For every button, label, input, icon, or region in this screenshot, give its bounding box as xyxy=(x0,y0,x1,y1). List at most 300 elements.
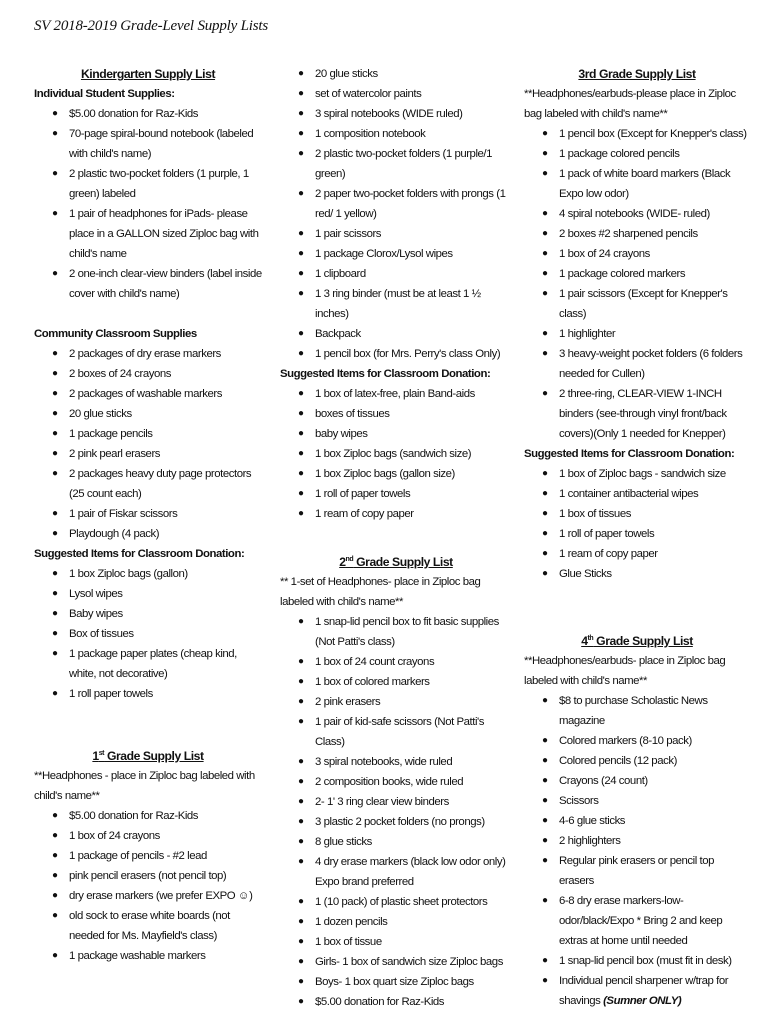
list-item-text: 4 spiral notebooks (WIDE- ruled) xyxy=(559,208,710,220)
list-item xyxy=(524,124,750,144)
bullet-icon: ● xyxy=(542,735,548,747)
list-item-text: 2 one-inch clear-view binders (label inside cover with child's name) xyxy=(69,268,262,300)
bullet-icon: ● xyxy=(52,810,58,822)
list-item xyxy=(280,284,512,324)
list xyxy=(34,806,262,966)
bullet-icon: ● xyxy=(298,716,304,728)
list-item-text: 1 package colored pencils xyxy=(559,148,680,160)
list-item-text: 1 ream of copy paper xyxy=(559,548,658,560)
list-item-text: 1 snap-lid pencil box (must fit in desk) xyxy=(559,955,732,968)
list-item xyxy=(34,404,262,424)
list-item xyxy=(34,444,262,464)
list-item xyxy=(524,144,750,164)
bullet-icon: ● xyxy=(298,448,304,459)
list-item-text: Baby wipes xyxy=(69,608,123,620)
second-grade-title xyxy=(280,550,512,572)
bullet-icon: ● xyxy=(52,628,58,639)
bullet-icon: ● xyxy=(542,528,548,539)
list-item-text: 1 roll paper towels xyxy=(69,688,153,700)
list-item-text: 1 box of tissue xyxy=(315,936,382,949)
list-item-text: 2 packages heavy duty page protectors (25 count each) xyxy=(69,468,252,500)
list-item xyxy=(34,124,262,164)
list-item xyxy=(280,612,512,652)
list-item-text: 1 box Ziploc bags (gallon) xyxy=(69,568,188,580)
headphones-note: **Headphones/earbuds- place in Ziploc bag labeled with child's name** xyxy=(524,655,726,688)
list-item-text: Lysol wipes xyxy=(69,588,123,600)
list-item xyxy=(34,946,262,966)
list-item-text: 1 package paper plates (cheap kind, white, not decorative) xyxy=(69,648,237,680)
list-item-text: 2 highlighters xyxy=(559,835,621,848)
list xyxy=(34,104,262,304)
list-item xyxy=(524,344,750,384)
bullet-icon: ● xyxy=(52,388,58,399)
list-item xyxy=(280,852,512,892)
bullet-icon: ● xyxy=(52,448,58,459)
list-item xyxy=(280,264,512,284)
list-item xyxy=(34,624,262,644)
list-item xyxy=(280,972,512,992)
list-item xyxy=(524,544,750,564)
bullet-icon: ● xyxy=(542,955,548,967)
list-item-text: 1 highlighter xyxy=(559,328,616,340)
list-item xyxy=(280,224,512,244)
list-item xyxy=(280,344,512,364)
bullet-icon: ● xyxy=(52,870,58,882)
list-item-text: dry erase markers (we prefer EXPO ☺) xyxy=(69,890,253,903)
list-item xyxy=(524,384,750,444)
column-left xyxy=(34,64,262,966)
list-item xyxy=(280,244,512,264)
list-item xyxy=(34,344,262,364)
bullet-icon: ● xyxy=(298,696,304,708)
headphones-note: **Headphones - place in Ziploc bag labeled with child's name** xyxy=(34,770,255,803)
bullet-icon: ● xyxy=(52,128,58,139)
list-item xyxy=(280,912,512,932)
bullet-icon: ● xyxy=(298,856,304,868)
list-item-text: Colored pencils (12 pack) xyxy=(559,755,677,768)
bullet-icon: ● xyxy=(52,890,58,902)
bullet-icon: ● xyxy=(298,796,304,808)
list-item-text: 1 box of latex-free, plain Band-aids xyxy=(315,388,475,400)
list xyxy=(524,691,750,1011)
list-item-text: 1 box Ziploc bags (gallon size) xyxy=(315,468,455,480)
list-item-text: 2- 1' 3 ring clear view binders xyxy=(315,796,449,809)
bullet-icon: ● xyxy=(298,776,304,788)
list-item-text: 20 glue sticks xyxy=(315,68,378,80)
list-item-text: 2 composition books, wide ruled xyxy=(315,776,464,789)
kindergarten-title: Kindergarten Supply List xyxy=(80,67,216,81)
list-item xyxy=(524,284,750,324)
bullet-icon: ● xyxy=(52,408,58,419)
bullet-icon: ● xyxy=(52,368,58,379)
list-item xyxy=(280,992,512,1012)
bullet-icon: ● xyxy=(542,568,548,579)
bullet-icon: ● xyxy=(542,328,548,339)
list-item xyxy=(280,772,512,792)
donation-heading: Suggested Items for Classroom Donation: xyxy=(34,548,245,560)
list-item-text: 2 three-ring, CLEAR-VIEW 1-INCH binders (see-through vinyl front/back covers)(Only 1 needed for Knepper) xyxy=(559,388,727,440)
list-item xyxy=(524,524,750,544)
bullet-icon: ● xyxy=(542,895,548,907)
list-item xyxy=(280,712,512,752)
list xyxy=(34,564,262,704)
fourth-grade-title xyxy=(524,629,750,651)
list-item-text: 1 box of tissues xyxy=(559,508,631,520)
bullet-icon: ● xyxy=(298,68,304,79)
headphones-note: ** 1-set of Headphones- place in Ziploc bag labeled with child's name** xyxy=(280,576,481,609)
list-item-text: $5.00 donation for Raz-Kids xyxy=(315,996,445,1009)
list-item-text: 4 dry erase markers (black low odor only) Expo brand preferred xyxy=(315,856,506,889)
bullet-icon: ● xyxy=(542,795,548,807)
bullet-icon: ● xyxy=(298,676,304,688)
bullet-icon: ● xyxy=(52,608,58,619)
list-item-text: 70-page spiral-bound notebook (labeled with child's name) xyxy=(69,128,254,160)
list-item xyxy=(34,604,262,624)
list-item xyxy=(280,64,512,84)
list-item-text: 2 packages of dry erase markers xyxy=(69,348,221,360)
list-item-text: 1 pair of headphones for iPads- please place in a GALLON sized Ziploc bag with child's name xyxy=(69,208,259,260)
list-item-text: 1 package colored markers xyxy=(559,268,686,280)
bullet-icon: ● xyxy=(542,755,548,767)
list-item-text: 1 package pencils xyxy=(69,428,153,440)
list xyxy=(34,344,262,544)
bullet-icon: ● xyxy=(298,508,304,519)
donation-heading: Suggested Items for Classroom Donation: xyxy=(524,448,735,460)
bullet-icon: ● xyxy=(542,468,548,479)
list-item-text: Crayons (24 count) xyxy=(559,775,648,788)
list-item-text: Girls- 1 box of sandwich size Ziploc bags xyxy=(315,956,503,969)
list-item-text: 3 spiral notebooks, wide ruled xyxy=(315,756,453,769)
bullet-icon: ● xyxy=(52,508,58,519)
list-item xyxy=(524,851,750,891)
bullet-icon: ● xyxy=(542,208,548,219)
bullet-icon: ● xyxy=(298,348,304,359)
bullet-icon: ● xyxy=(52,648,58,659)
list-item-text: 1 dozen pencils xyxy=(315,916,388,929)
bullet-icon: ● xyxy=(52,268,58,279)
bullet-icon: ● xyxy=(298,616,304,628)
bullet-icon: ● xyxy=(298,288,304,299)
list-item-text: 2 paper two-pocket folders with prongs (1 red/ 1 yellow) xyxy=(315,188,506,220)
bullet-icon: ● xyxy=(298,756,304,768)
list-item xyxy=(524,504,750,524)
list-item-text: 1 pencil box (for Mrs. Perry's class Only) xyxy=(315,348,501,360)
list-item-text: 1 snap-lid pencil box to fit basic supplies (Not Patti's class) xyxy=(315,616,499,649)
list-item-text: pink pencil erasers (not pencil top) xyxy=(69,870,227,883)
bullet-icon: ● xyxy=(52,108,58,119)
list-item xyxy=(280,324,512,344)
list-item-text: 3 spiral notebooks (WIDE ruled) xyxy=(315,108,463,120)
list-item-text: Colored markers (8-10 pack) xyxy=(559,735,692,748)
list-item-text: 1 box of colored markers xyxy=(315,676,430,689)
bullet-icon: ● xyxy=(298,88,304,99)
list-item xyxy=(280,752,512,772)
bullet-icon: ● xyxy=(298,816,304,828)
list-item-text: 3 heavy-weight pocket folders (6 folders needed for Cullen) xyxy=(559,348,743,380)
list-item xyxy=(280,952,512,972)
list-item xyxy=(524,464,750,484)
list-item xyxy=(280,504,512,524)
list-item xyxy=(524,771,750,791)
list-item-text: $5.00 donation for Raz-Kids xyxy=(69,108,199,120)
bullet-icon: ● xyxy=(52,428,58,439)
title-text: Grade Supply List xyxy=(104,749,204,764)
list-item xyxy=(280,184,512,224)
bullet-icon: ● xyxy=(298,268,304,279)
list-item-text: 3 plastic 2 pocket folders (no prongs) xyxy=(315,816,485,829)
list-item-text: 1 box of 24 crayons xyxy=(69,830,160,843)
list-item xyxy=(34,524,262,544)
bullet-icon: ● xyxy=(52,910,58,922)
list-item xyxy=(280,484,512,504)
list-item-text: 1 clipboard xyxy=(315,268,366,280)
bullet-icon: ● xyxy=(298,936,304,948)
bullet-icon: ● xyxy=(298,408,304,419)
bullet-icon: ● xyxy=(542,388,548,399)
bullet-icon: ● xyxy=(52,348,58,359)
bullet-icon: ● xyxy=(298,896,304,908)
list-item-text: 1 roll of paper towels xyxy=(315,488,411,500)
bullet-icon: ● xyxy=(542,228,548,239)
bullet-icon: ● xyxy=(298,976,304,988)
list-item xyxy=(524,891,750,951)
list-item xyxy=(524,971,750,1011)
list-item-text: 1 pair of kid-safe scissors (Not Patti's Class) xyxy=(315,716,485,749)
bullet-icon: ● xyxy=(52,168,58,179)
list-item-text: $8 to purchase Scholastic News magazine xyxy=(559,695,708,728)
list-item-text: 2 pink erasers xyxy=(315,696,381,709)
list-item xyxy=(34,164,262,204)
list-item-text: 1 box of 24 count crayons xyxy=(315,656,435,669)
list-item xyxy=(524,564,750,584)
title-text: Grade Supply List xyxy=(593,634,693,649)
list-item-text: 1 ream of copy paper xyxy=(315,508,414,520)
bullet-icon: ● xyxy=(52,208,58,219)
list-item-text: 1 pencil box (Except for Knepper's class) xyxy=(559,128,747,140)
list-item xyxy=(524,951,750,971)
list-item xyxy=(34,684,262,704)
list-item xyxy=(524,324,750,344)
title-number: 4 xyxy=(581,634,588,649)
list-item xyxy=(34,644,262,684)
list-item xyxy=(280,144,512,184)
list-item xyxy=(280,932,512,952)
list-item xyxy=(34,846,262,866)
list-item xyxy=(34,464,262,504)
list-item-text: 4-6 glue sticks xyxy=(559,815,626,828)
bullet-icon: ● xyxy=(298,248,304,259)
bullet-icon: ● xyxy=(52,688,58,699)
bullet-icon: ● xyxy=(542,488,548,499)
title-ordinal: st xyxy=(98,750,105,757)
list xyxy=(280,64,512,364)
list-item-text: boxes of tissues xyxy=(315,408,390,420)
third-grade-title: 3rd Grade Supply List xyxy=(578,67,696,81)
bullet-icon: ● xyxy=(542,168,548,179)
list-item xyxy=(34,584,262,604)
title-ordinal: nd xyxy=(345,556,354,563)
bullet-icon: ● xyxy=(542,695,548,707)
bullet-icon: ● xyxy=(52,830,58,842)
list-item xyxy=(524,691,750,731)
list-item-text: $5.00 donation for Raz-Kids xyxy=(69,810,199,823)
page-title: SV 2018-2019 Grade-Level Supply Lists xyxy=(34,18,268,34)
list-item xyxy=(524,484,750,504)
bullet-icon: ● xyxy=(52,528,58,539)
title-number: 1 xyxy=(92,749,99,764)
bullet-icon: ● xyxy=(298,488,304,499)
bullet-icon: ● xyxy=(542,815,548,827)
donation-heading: Suggested Items for Classroom Donation: xyxy=(280,368,491,380)
list-item xyxy=(34,504,262,524)
list-item-text: Boys- 1 box quart size Ziploc bags xyxy=(315,976,474,989)
title-number: 2 xyxy=(339,555,346,570)
list-item xyxy=(524,264,750,284)
bullet-icon: ● xyxy=(298,996,304,1008)
list-item xyxy=(524,224,750,244)
list-item xyxy=(280,652,512,672)
community-supplies-heading: Community Classroom Supplies xyxy=(34,328,197,340)
list-item xyxy=(280,464,512,484)
list-item xyxy=(280,692,512,712)
list xyxy=(280,612,512,1012)
list-item-text: set of watercolor paints xyxy=(315,88,422,100)
bullet-icon: ● xyxy=(542,548,548,559)
bullet-icon: ● xyxy=(52,568,58,579)
list-item-text: Glue Sticks xyxy=(559,568,612,580)
list-item-text: 1 pack of white board markers (Black Expo low odor) xyxy=(559,168,731,200)
bullet-icon: ● xyxy=(52,468,58,479)
list-item xyxy=(524,204,750,224)
bullet-icon: ● xyxy=(542,855,548,867)
list-item xyxy=(34,424,262,444)
list-item xyxy=(280,424,512,444)
bullet-icon: ● xyxy=(298,428,304,439)
list-item xyxy=(280,84,512,104)
bullet-icon: ● xyxy=(298,148,304,159)
list-item-text: 1 (10 pack) of plastic sheet protectors xyxy=(315,896,488,909)
list-item-text: 1 pair of Fiskar scissors xyxy=(69,508,178,520)
individual-supplies-heading: Individual Student Supplies: xyxy=(34,88,175,100)
list-item-text: 1 package of pencils - #2 lead xyxy=(69,850,207,863)
list-item-text: 1 box Ziploc bags (sandwich size) xyxy=(315,448,472,460)
list-item xyxy=(280,104,512,124)
list-item xyxy=(524,731,750,751)
bullet-icon: ● xyxy=(52,588,58,599)
list-item xyxy=(280,124,512,144)
list-item xyxy=(34,906,262,946)
column-middle xyxy=(280,64,512,1012)
bullet-icon: ● xyxy=(542,975,548,987)
list-item-text: baby wipes xyxy=(315,428,368,440)
first-grade-title xyxy=(34,744,262,766)
bullet-icon: ● xyxy=(298,916,304,928)
list-item xyxy=(34,564,262,584)
bullet-icon: ● xyxy=(542,508,548,519)
list-item xyxy=(280,892,512,912)
bullet-icon: ● xyxy=(542,835,548,847)
list-item-text: 1 box of Ziploc bags - sandwich size xyxy=(559,468,726,480)
list-item xyxy=(34,204,262,264)
list-item xyxy=(524,831,750,851)
list-item-text: 2 plastic two-pocket folders (1 purple/1 green) xyxy=(315,148,493,180)
list-item-text: 2 boxes #2 sharpened pencils xyxy=(559,228,698,240)
list-item-text: 1 pair scissors xyxy=(315,228,382,240)
list-item-text: Individual pencil sharpener w/trap for shavings xyxy=(559,975,729,1008)
bullet-icon: ● xyxy=(298,328,304,339)
list-item xyxy=(280,384,512,404)
list-item-text: 2 plastic two-pocket folders (1 purple, 1 green) labeled xyxy=(69,168,249,200)
list-item-text: 20 glue sticks xyxy=(69,408,132,420)
list-item-text: old sock to erase white boards (not needed for Ms. Mayfield's class) xyxy=(69,910,230,943)
list-item xyxy=(524,164,750,204)
bullet-icon: ● xyxy=(52,850,58,862)
column-right xyxy=(524,64,750,1011)
bullet-icon: ● xyxy=(542,248,548,259)
bullet-icon: ● xyxy=(298,188,304,199)
list-item xyxy=(34,364,262,384)
title-ordinal: th xyxy=(587,635,594,642)
list-item xyxy=(280,404,512,424)
list-item xyxy=(280,832,512,852)
list-item xyxy=(524,811,750,831)
list-item-text: 1 package washable markers xyxy=(69,950,206,963)
headphones-note: **Headphones/earbuds-please place in Ziploc bag labeled with child's name** xyxy=(524,88,736,120)
list-item xyxy=(280,672,512,692)
list-item-text: 1 composition notebook xyxy=(315,128,426,140)
bullet-icon: ● xyxy=(298,228,304,239)
bullet-icon: ● xyxy=(542,348,548,359)
list-item-text: 6-8 dry erase markers-low-odor/black/Expo * Bring 2 and keep extras at home until needed xyxy=(559,895,723,948)
list-item-text: 2 packages of washable markers xyxy=(69,388,223,400)
list-item xyxy=(524,751,750,771)
list-item xyxy=(280,444,512,464)
list-item xyxy=(34,104,262,124)
list-item-text: 2 pink pearl erasers xyxy=(69,448,161,460)
list-item-text: 1 pair scissors (Except for Knepper's class) xyxy=(559,288,728,320)
list-item-text: 1 package Clorox/Lysol wipes xyxy=(315,248,453,260)
bullet-icon: ● xyxy=(298,128,304,139)
list-item xyxy=(34,826,262,846)
title-text: Grade Supply List xyxy=(353,555,453,570)
list-item-text: Playdough (4 pack) xyxy=(69,528,160,540)
bullet-icon: ● xyxy=(298,656,304,668)
list-item xyxy=(34,886,262,906)
list-item-text: 1 container antibacterial wipes xyxy=(559,488,699,500)
bullet-icon: ● xyxy=(52,950,58,962)
list-item-text: 1 roll of paper towels xyxy=(559,528,655,540)
list-item-text: 1 3 ring binder (must be at least 1 ½ inches) xyxy=(315,288,481,320)
list-item xyxy=(34,806,262,826)
bullet-icon: ● xyxy=(298,108,304,119)
list-item xyxy=(280,812,512,832)
list-item xyxy=(524,791,750,811)
bullet-icon: ● xyxy=(542,288,548,299)
list-item xyxy=(280,792,512,812)
list xyxy=(280,384,512,524)
list-item-text: Regular pink erasers or pencil top erasers xyxy=(559,855,715,888)
list-item xyxy=(34,264,262,304)
list-item-text: Backpack xyxy=(315,328,361,340)
emphasis-text: (Sumner ONLY) xyxy=(603,995,682,1008)
bullet-icon: ● xyxy=(542,775,548,787)
list-item-text: Scissors xyxy=(559,795,599,808)
bullet-icon: ● xyxy=(542,148,548,159)
bullet-icon: ● xyxy=(298,836,304,848)
bullet-icon: ● xyxy=(298,956,304,968)
list-item xyxy=(524,244,750,264)
list xyxy=(524,464,750,584)
